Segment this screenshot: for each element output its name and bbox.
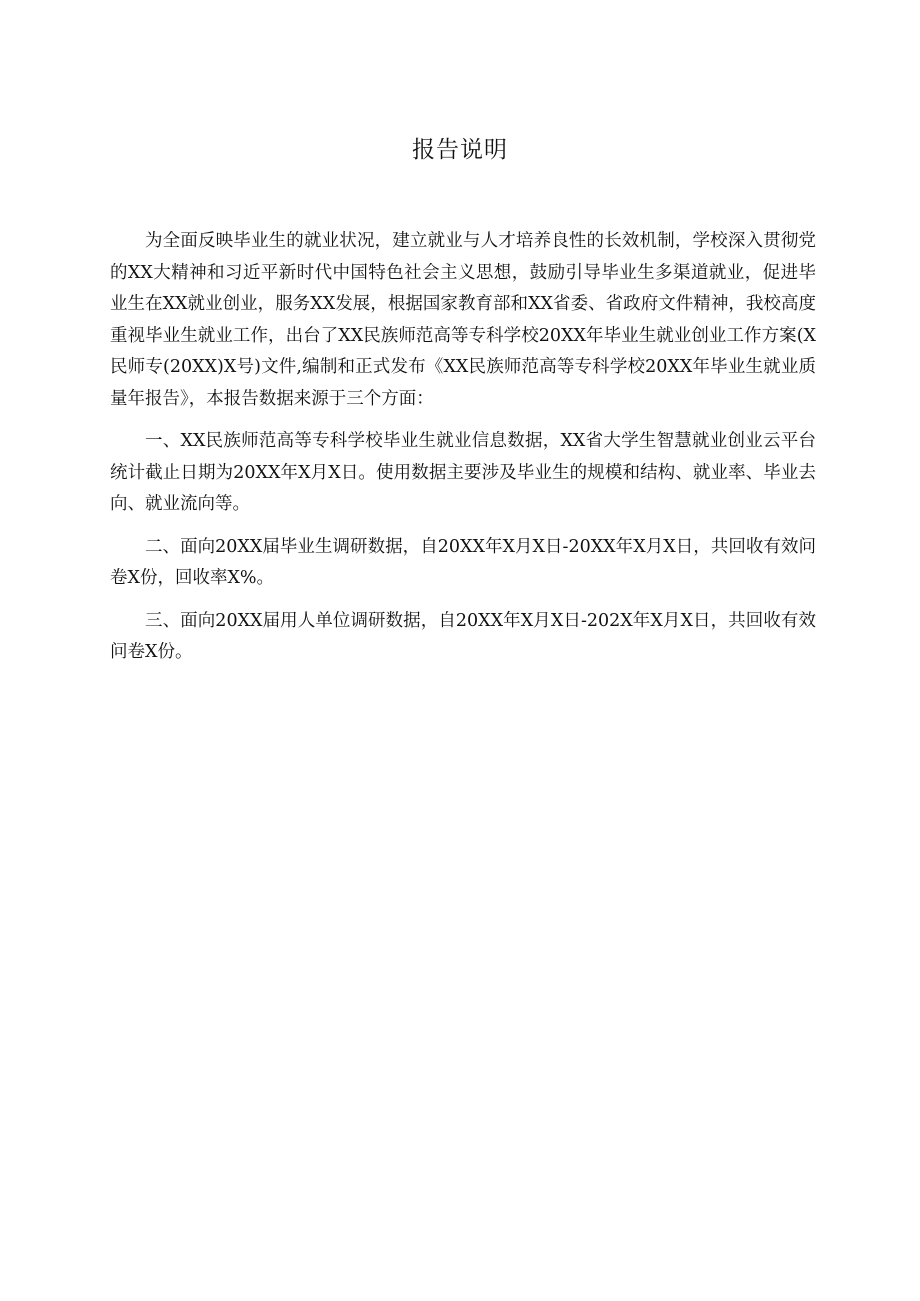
- document-body: [110, 226, 816, 680]
- intro-paragraph: 为全面反映毕业生的就业状况，建立就业与人才培养良性的长效机制，学校深入贯彻党的XX大精神和习近平新时代中国特色社会主义思想，鼓励引导毕业生多渠道就业，促进毕业生在XX就业创业，服务XX发展，根据国家教育部和XX省委、省政府文件精神，我校高度重视毕业生就业工作，出台了XX民族师范高等专科学校20XX年毕业生就业创业工作方案(X民师专(20XX)X号)文件,编制和正式发布《XX民族师范高等专科学校20XX年毕业生就业质量年报告》，本报告数据来源于三个方面：: [110, 231, 816, 409]
- page-title: 报告说明: [412, 137, 508, 163]
- data-source-3-paragraph: 三、面向20XX届用人单位调研数据，自20XX年X月X日-202X年X月X日，共回收有效问卷X份。: [110, 610, 816, 662]
- data-source-2-paragraph: 二、面向20XX届毕业生调研数据，自20XX年X月X日-20XX年X月X日，共回收有效问卷X份，回收率X%。: [110, 536, 816, 588]
- data-source-1-paragraph: 一、XX民族师范高等专科学校毕业生就业信息数据，XX省大学生智慧就业创业云平台统计截止日期为20XX年X月X日。使用数据主要涉及毕业生的规模和结构、就业率、毕业去向、就业流向等。: [110, 431, 816, 514]
